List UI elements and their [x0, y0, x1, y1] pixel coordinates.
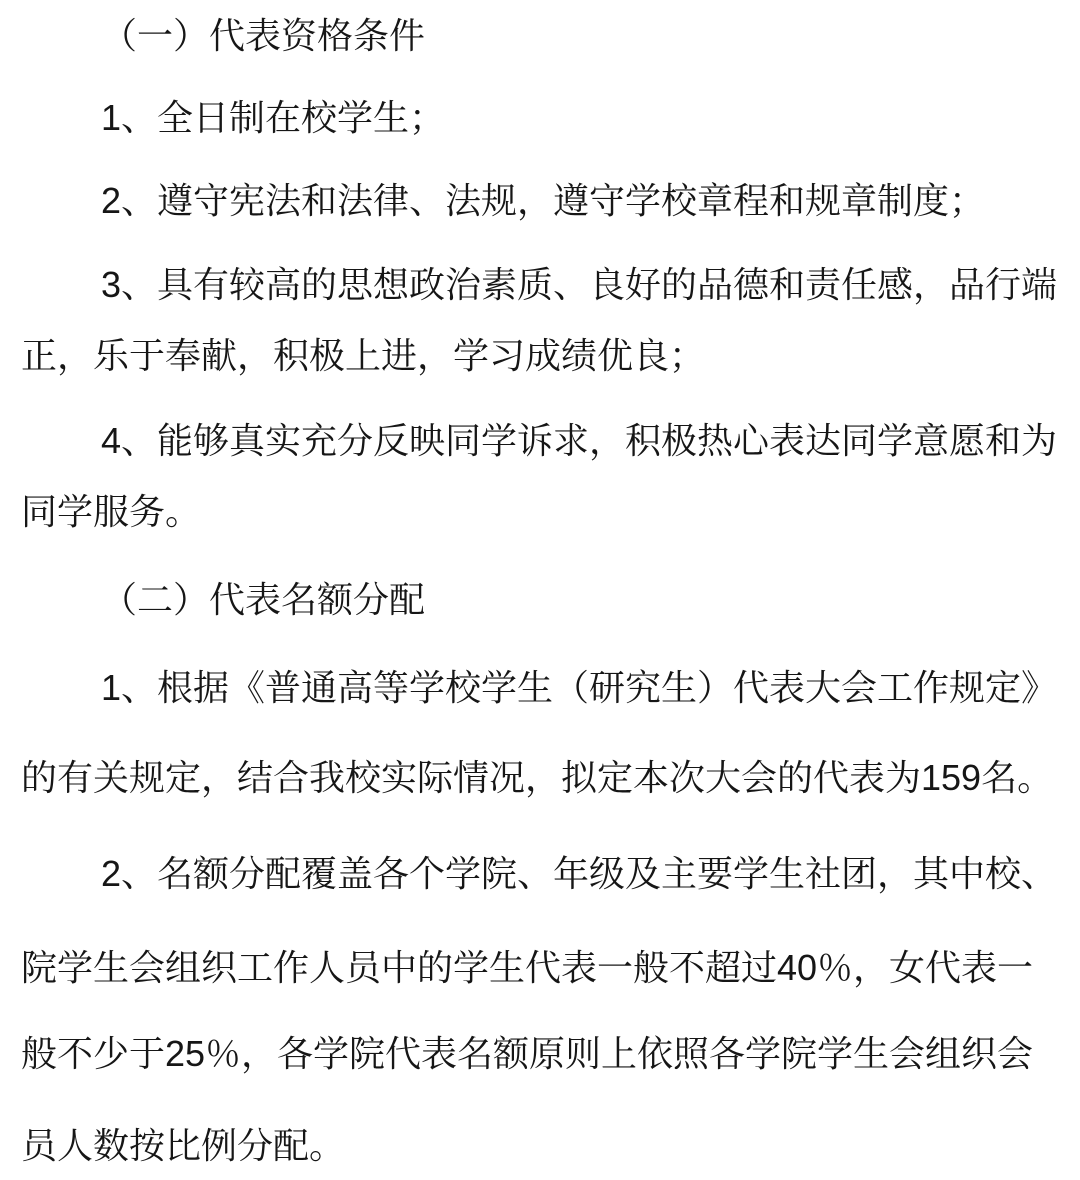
list-item-line: 1、全日制在校学生； — [101, 97, 446, 138]
list-item-continuation-line: 员人数按比例分配。 — [21, 1125, 346, 1166]
section-heading: （一）代表资格条件 — [101, 15, 426, 56]
list-item-line: 2、名额分配覆盖各个学院、年级及主要学生社团，其中校、 — [101, 853, 1058, 894]
list-item-continuation-line: 院学生会组织工作人员中的学生代表一般不超过40％，女代表一 — [21, 947, 1034, 988]
list-item-continuation-line: 同学服务。 — [21, 491, 202, 532]
list-item-line: 2、遵守宪法和法律、法规，遵守学校章程和规章制度； — [101, 180, 986, 221]
list-item-continuation-line: 的有关规定，结合我校实际情况，拟定本次大会的代表为159名。 — [21, 757, 1054, 798]
list-item-continuation-line: 般不少于25％，各学院代表名额原则上依照各学院学生会组织会 — [21, 1033, 1034, 1074]
list-item-continuation-line: 正，乐于奉献，积极上进，学习成绩优良； — [21, 335, 706, 376]
list-item-line: 1、根据《普通高等学校学生（研究生）代表大会工作规定》 — [101, 667, 1058, 708]
list-item-line: 4、能够真实充分反映同学诉求，积极热心表达同学意愿和为 — [101, 420, 1058, 461]
section-heading: （二）代表名额分配 — [101, 579, 426, 620]
list-item-line: 3、具有较高的思想政治素质、良好的品德和责任感，品行端 — [101, 264, 1058, 305]
